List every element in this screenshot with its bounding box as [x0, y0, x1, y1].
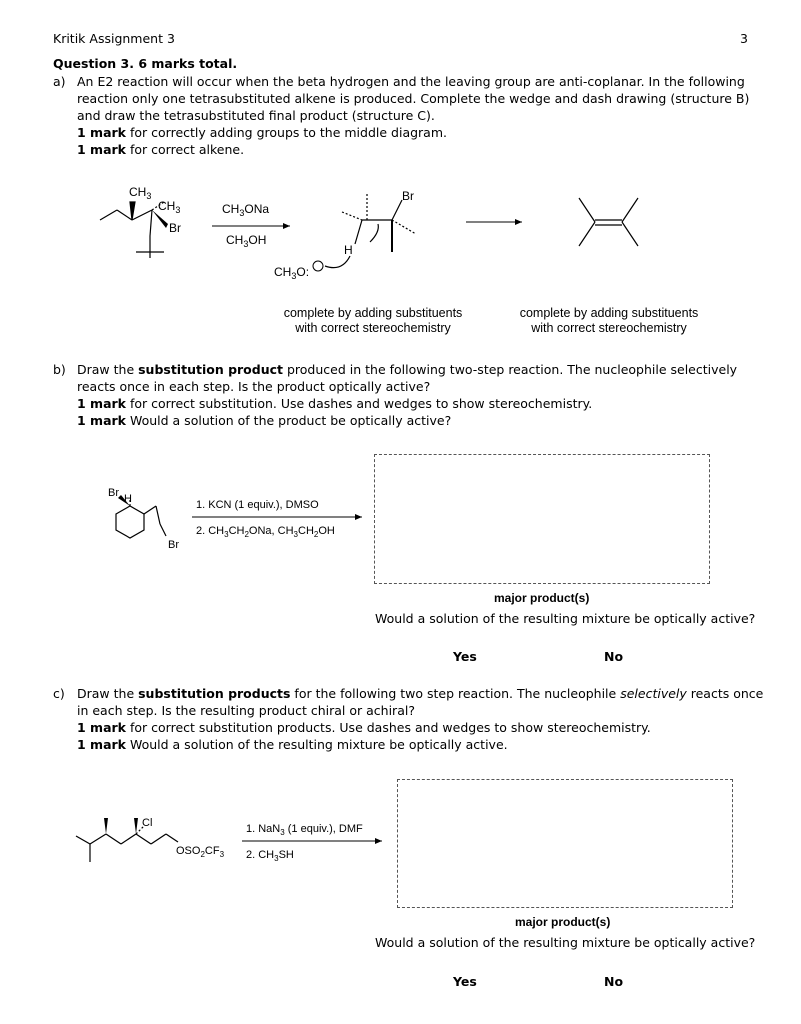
structure-b — [325, 194, 416, 268]
part-a-instructions — [77, 73, 777, 158]
part-c-box-label: major product(s) — [515, 915, 611, 929]
part-c-mark-1: 1 mark for correct substitution products. Use dashes and wedges to show stereochemistry. — [77, 720, 651, 735]
wedge-methyl-2 — [134, 818, 138, 834]
part-b-line-2: reacts once in each step. Is the product optically active? — [77, 379, 431, 394]
reagent-1: $CH_3ONa$ — [222, 202, 270, 218]
h-b-substrate: H — [124, 493, 132, 505]
part-b-instructions — [77, 361, 777, 429]
h-b: H — [344, 243, 353, 257]
ch3-top: $CH_3$ — [129, 185, 152, 201]
caption-structure-b: complete by adding substituents with correct stereochemistry — [283, 306, 463, 335]
page-number: 3 — [740, 31, 748, 46]
negative-charge — [313, 261, 323, 271]
part-b-mark-1: 1 mark for correct substitution. Use dashes and wedges to show stereochemistry. — [77, 396, 593, 411]
part-c-line-1: Draw the substitution products for the following two step reaction. The nucleophile selectively reacts once — [77, 686, 764, 701]
wedge-methyl-1 — [104, 818, 108, 834]
part-b-line-1: Draw the substitution product produced in the following two-step reaction. The nucleophile selectively — [77, 362, 738, 377]
br-top-b: Br — [108, 487, 119, 499]
step-2-c: 2. $CH_3SH$ — [246, 849, 294, 863]
part-a-mark-1: 1 mark for correctly adding groups to the middle diagram. — [77, 125, 447, 140]
part-c-answer-box[interactable] — [397, 779, 733, 908]
assignment-title: Kritik Assignment 3 — [53, 31, 175, 46]
part-b-box-label: major product(s) — [494, 591, 590, 605]
part-b-yes-option[interactable]: Yes — [453, 649, 477, 664]
part-c-marker: c) — [53, 686, 65, 701]
part-b-marker: b) — [53, 362, 66, 377]
br-bottom-b: Br — [168, 539, 179, 551]
part-b-mark-2: 1 mark Would a solution of the product be optically active? — [77, 413, 452, 428]
part-c-mark-2: 1 mark Would a solution of the resulting mixture be optically active. — [77, 737, 508, 752]
methoxide-base: $CH_3O$: — [274, 265, 310, 281]
part-c-line-2: in each step. Is the resulting product chiral or achiral? — [77, 703, 415, 718]
caption-structure-c: complete by adding substituents with correct stereochemistry — [519, 306, 699, 335]
structure-a — [100, 202, 164, 258]
part-a-marker: a) — [53, 74, 66, 89]
structure-c — [579, 198, 638, 246]
part-b-question: Would a solution of the resulting mixture be optically active? — [375, 611, 756, 626]
part-a-line-1: An E2 reaction will occur when the beta hydrogen and the leaving group are anti-coplanar. In the following — [77, 74, 745, 89]
step-1-b: 1. KCN (1 equiv.), DMSO — [196, 499, 319, 511]
acyclic-substrate — [76, 826, 178, 862]
part-c-instructions — [77, 685, 777, 753]
part-c-yes-option[interactable]: Yes — [453, 974, 477, 989]
question-title: Question 3. 6 marks total. — [53, 56, 238, 71]
step-1-c: 1. NaN$_3$ (1 equiv.), DMF — [246, 823, 363, 837]
part-b-answer-box[interactable] — [374, 454, 710, 584]
otf-label: $OSO_2CF_3$ — [176, 845, 225, 859]
part-c-no-option[interactable]: No — [604, 974, 624, 989]
br-b: Br — [402, 189, 414, 203]
part-b-no-option[interactable]: No — [604, 649, 624, 664]
part-a-mark-2: 1 mark for correct alkene. — [77, 142, 245, 157]
reagent-2: $CH_3OH$ — [226, 233, 267, 249]
part-c-question: Would a solution of the resulting mixture be optically active? — [375, 935, 756, 950]
step-2-b: 2. $CH_3CH_2ONa$, $CH_3CH_2OH$ — [196, 525, 335, 539]
part-a-line-2: reaction only one tetrasubstituted alkene is produced. Complete the wedge and dash drawing (structure B) — [77, 91, 750, 106]
br-a: Br — [169, 221, 181, 235]
cl-label: Cl — [142, 817, 153, 829]
part-a-line-3: and draw the tetrasubstituted final product (structure C). — [77, 108, 435, 123]
ch3-right: $CH_3$ — [158, 199, 181, 215]
